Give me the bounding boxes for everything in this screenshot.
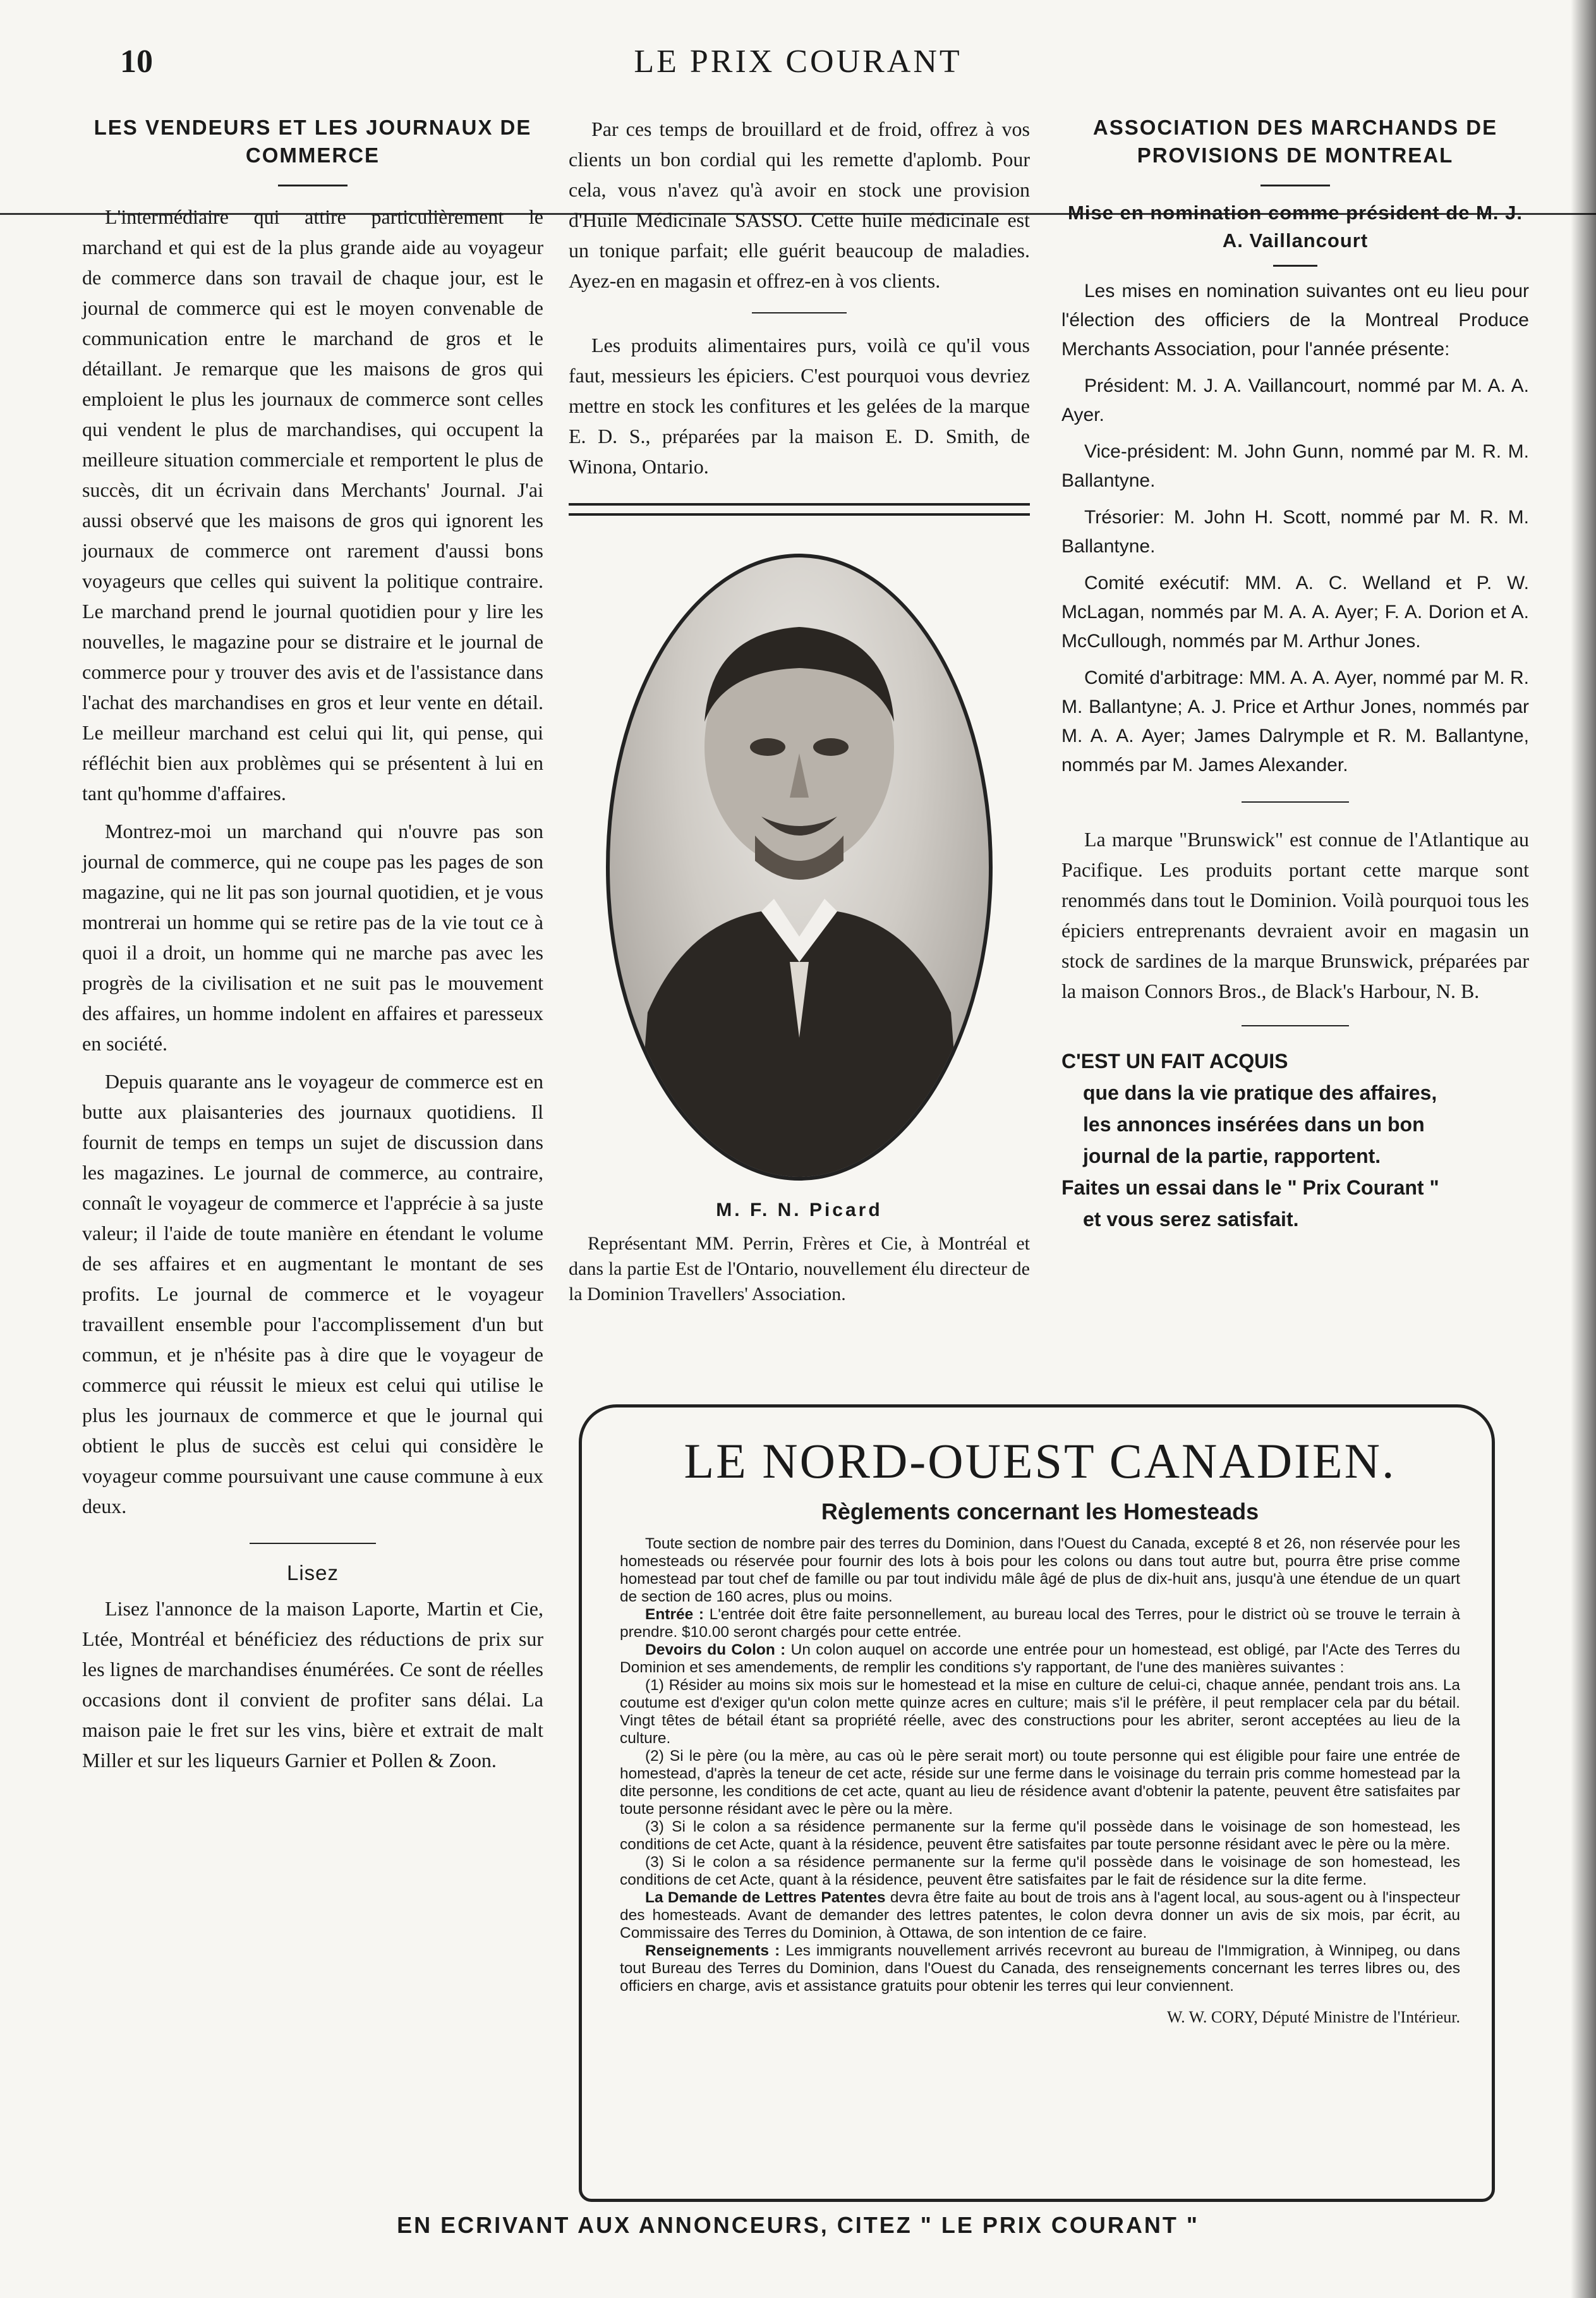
ad-entree-label: Entrée : <box>645 1606 704 1623</box>
nomination-item: Vice-président: M. John Gunn, nommé par M. R. M. Ballantyne. <box>1061 441 1529 491</box>
ad-condition: (3) Si le colon a sa résidence permanente sur la ferme qu'il possède dans le voisinage de son homestead, les conditions de cet Acte, quant à la résidence, peuvent être satisfaites par le fait de résidence sur la dite ferme. <box>620 1854 1460 1888</box>
ad-demande-text: devra être faite au bout de trois ans à l'agent local, au sous-agent ou à l'inspecteur des homesteads. Avant de demander des lettres patentes, le colon devra donner un avis de six mois, par écrit, au Commissaire des Terres du Dominion, à Ottawa, de son intention de ce faire. <box>620 1889 1460 1942</box>
association-intro: Les mises en nomination suivantes ont eu lieu pour l'élection des officiers de la Montreal Produce Merchants Association, pour l'année présente: <box>1061 281 1529 360</box>
left-column <box>82 114 543 1775</box>
right-column <box>1061 114 1529 1235</box>
ad-renseignements-label: Renseignements : <box>645 1942 780 1959</box>
article-paragraph: Depuis quarante ans le voyageur de commerce est en butte aux plaisanteries des journaux quotidiens. Il fournit de temps en temps un sujet de discussion dans les magazines. Le journal de commerce, au contraire, connaît le voyageur de commerce et l'apprécie à sa juste valeur; il l'aide de toute manière en étendant le volume de ses affaires et en augmentant le montant de ses profits. Le journal de commerce et le voyageur travaillent ensemble pour l'accomplissement d'un but commun, et je n'hésite pas à dire que le voyageur de commerce qui réussit le mieux est celui qui utilise le plus les journaux de commerce et que le journal qui obtient le plus de succès est celui qui considère le voyageur comme poursuivant une cause commune à eux deux. <box>82 1070 543 1517</box>
lisez-heading: Lisez <box>286 1561 339 1584</box>
newspaper-title: LE PRIX COURANT <box>634 44 962 80</box>
divider <box>1242 801 1349 803</box>
article-paragraph: Montrez-moi un marchand qui n'ouvre pas son journal de commerce, qui ne coupe pas les pages de son magazine, qui ne lit pas son journal quotidien, et je vous montrerai un homme qui se retire pas de la vie tout ce à quoi il a droit, un homme qui ne marche pas avec les progrès de la civilisation et ne suit pas le mouvement des affaires, un homme indolent en affaires et paresseux en société. <box>82 820 543 1055</box>
divider <box>752 312 847 313</box>
ad-entree-text: L'entrée doit être faite personnellement, au bureau local des Terres, pour le district où se trouve le terrain à prendre. $10.00 seront chargés pour cette entrée. <box>620 1606 1460 1641</box>
eds-paragraph: Les produits alimentaires purs, voilà ce qu'il vous faut, messieurs les épiciers. C'est pourquoi vous devriez mettre en stock les confitures et les gelées de la marque E. D. S., préparées par la maison E. D. Smith, de Winona, Ontario. <box>569 334 1030 478</box>
divider <box>1260 185 1330 186</box>
ad-intro: Toute section de nombre pair des terres du Dominion, dans l'Ouest du Canada, excepté 8 et 26, non réservée pour les homesteads ou réservée pour fournir des lots à bois pour les colons ou dans tout autre but, pourra être prise comme homestead par tout chef de famille ou par tout individu mâle âgé de plus de dix-huit ans, jusqu'à une étendue de un quart de section de 160 acres, plus ou moins. <box>620 1535 1460 1605</box>
divider <box>1273 265 1317 267</box>
ad-title: LE NORD-OUEST CANADIEN. <box>684 1433 1396 1488</box>
page-number: 10 <box>120 44 153 80</box>
acquis-line: que dans la vie pratique des affaires, <box>1083 1081 1437 1104</box>
ad-signature: W. W. CORY, Député Ministre de l'Intérieur. <box>1167 2008 1460 2026</box>
divider <box>250 1543 376 1544</box>
acquis-line: Faites un essai dans le " Prix Courant " <box>1061 1176 1439 1199</box>
ad-demande-label: La Demande de Lettres Patentes <box>645 1889 886 1906</box>
ad-condition: (2) Si le père (ou la mère, au cas où le père serait mort) ou toute personne qui est éligible pour faire une entrée de homestead, d'après la teneur de cet acte, réside sur une ferme dans le voisinage du terrain pris comme homestead par la dite personne, les conditions de cet acte, quant au lieu de résidence avant d'obtenir la patente, peuvent être satisfaites par toute personne résidant avec le père ou la mère. <box>620 1748 1460 1818</box>
portrait-photo <box>606 554 993 1181</box>
ad-renseignements-text: Les immigrants nouvellement arrivés recevront au bureau de l'Immigration, à Winnipeg, ou dans tout Bureau des Terres du Dominion, dans l'Ouest du Canada, des renseignements concernant les terres libres ou, des officiers en charge, avis et assistance gratuits pour obtenir les terres qui leur conviennent. <box>620 1942 1461 1995</box>
nomination-item: Président: M. J. A. Vaillancourt, nommé par M. A. A. Ayer. <box>1061 375 1529 425</box>
acquis-line: journal de la partie, rapportent. <box>1083 1145 1381 1167</box>
acquis-heading: C'EST UN FAIT ACQUIS <box>1061 1050 1288 1073</box>
lisez-paragraph: Lisez l'annonce de la maison Laporte, Martin et Cie, Ltée, Montréal et bénéficiez des réductions de prix sur les lignes de marchandises énumérées. Ce sont de réelles occasions dont il convient de profiter sans délai. La maison paie le fret sur les vins, bière et extrait de malt Miller et sur les liqueurs Garnier et Pollen & Zoon. <box>82 1597 543 1772</box>
portrait-caption-name: M. F. N. Picard <box>716 1200 883 1220</box>
ad-devoirs-label: Devoirs du Colon : <box>645 1641 786 1658</box>
nomination-item: Trésorier: M. John H. Scott, nommé par M. R. M. Ballantyne. <box>1061 507 1529 557</box>
nomination-item: Comité exécutif: MM. A. C. Welland et P. W. McLagan, nommés par M. A. A. Ayer; F. A. Dorion et A. McCullough, nommés par M. Arthur Jones. <box>1061 573 1529 652</box>
middle-column <box>569 114 1030 1307</box>
divider <box>278 185 348 186</box>
portrait-frame <box>569 554 1030 1181</box>
ad-condition: (3) Si le colon a sa résidence permanente sur la ferme qu'il possède dans le voisinage de son homestead, les conditions de cet Acte, quant à la résidence, peuvent être satisfaites par toute personne résidant avec le père ou la mère. <box>620 1818 1460 1853</box>
acquis-line: et vous serez satisfait. <box>1083 1208 1299 1231</box>
association-subheading: Mise en nomination comme président de M. J. A. Vaillancourt <box>1068 202 1523 252</box>
divider <box>1242 1025 1349 1026</box>
portrait-illustration <box>610 557 989 1177</box>
homestead-advertisement <box>579 1404 1495 2202</box>
ad-devoirs-text: Un colon auquel on accorde une entrée pour un homestead, est obligé, par l'Acte des Terres du Dominion et ses amendements, de remplir les conditions s'y rapportant, de l'une des manières suivantes : <box>620 1641 1460 1676</box>
association-heading: ASSOCIATION DES MARCHANDS DE PROVISIONS DE MONTREAL <box>1092 116 1498 167</box>
ad-body <box>620 1535 1460 1995</box>
article-heading-vendeurs: LES VENDEURS ET LES JOURNAUX DE COMMERCE <box>94 116 532 167</box>
article-paragraph: L'intermédiaire qui attire particulièrement le marchand et qui est de la plus grande aide au voyageur de commerce dans son travail de chaque jour, est le journal de commerce qui est le moyen convenable de communication entre le marchand de gros et le détaillant. Je remarque que les maisons de gros qui emploient le plus les journaux de commerce sont celles qui vendent le plus de marchandises, qui occupent la meilleure situation commerciale et remportent le plus de succès, dit un écrivain dans Merchants' Journal. J'ai aussi observé que les maisons de gros qui ignorent les journaux de commerce ont rarement d'aussi bons voyageurs que celles qui suivent la politique contraire. Le marchand prend le journal quotidien pour y lire les nouvelles, le magazine pour se distraire et le journal de commerce pour y trouver des avis et de l'assistance dans l'achat des marchandises en gros et leur vente en détail. Le meilleur marchand est celui qui lit, qui pense, qui réfléchit bien aux problèmes qui se présentent à lui en tant qu'homme d'affaires. <box>82 205 543 805</box>
portrait-caption-text: Représentant MM. Perrin, Frères et Cie, à Montréal et dans la partie Est de l'Ontario, nouvellement élu directeur de la Dominion Travellers' Association. <box>569 1233 1030 1304</box>
brunswick-paragraph: La marque "Brunswick" est connue de l'Atlantique au Pacifique. Les produits portant cette marque sont renommés dans tout le Dominion. Voilà pourquoi tous les épiciers entreprenants devraient avoir en magasin un stock de sardines de la marque Brunswick, préparées par la maison Connors Bros., de Black's Harbour, N. B. <box>1061 828 1529 1002</box>
acquis-line: les annonces insérées dans un bon <box>1083 1113 1425 1136</box>
page-footer: EN ECRIVANT AUX ANNONCEURS, CITEZ " LE PRIX COURANT " <box>397 2212 1199 2238</box>
double-rule <box>569 503 1030 516</box>
ad-condition: (1) Résider au moins six mois sur le homestead et la mise en culture de celui-ci, chaque année, pendant trois ans. La coutume est d'exiger qu'un colon mette quinze acres en culture; mais s'il le préfère, il peut remplacer cela par du bétail. Vingt têtes de bétail étant sa propriété réelle, avec des constructions pour les abriter, seront acceptées au lieu de la culture. <box>620 1677 1460 1747</box>
nomination-item: Comité d'arbitrage: MM. A. A. Ayer, nommé par M. R. M. Ballantyne; A. J. Price et Arthur Jones, nommés par M. A. A. Ayer; James Dalrymple et R. M. Ballantyne, nommés par M. James Alexander. <box>1061 667 1529 775</box>
ad-subtitle: Règlements concernant les Homesteads <box>821 1499 1259 1524</box>
scan-edge-shadow <box>1571 0 1596 2298</box>
sasso-paragraph: Par ces temps de brouillard et de froid, offrez à vos clients un bon cordial qui les remette d'aplomb. Pour cela, vous n'avez qu'à avoir en stock une provision d'Huile Médicinale SASSO. Cette huile médicinale est un tonique parfait; elle guérit beaucoup de maladies. Ayez-en en magasin et offrez-en à vos clients. <box>569 118 1030 292</box>
